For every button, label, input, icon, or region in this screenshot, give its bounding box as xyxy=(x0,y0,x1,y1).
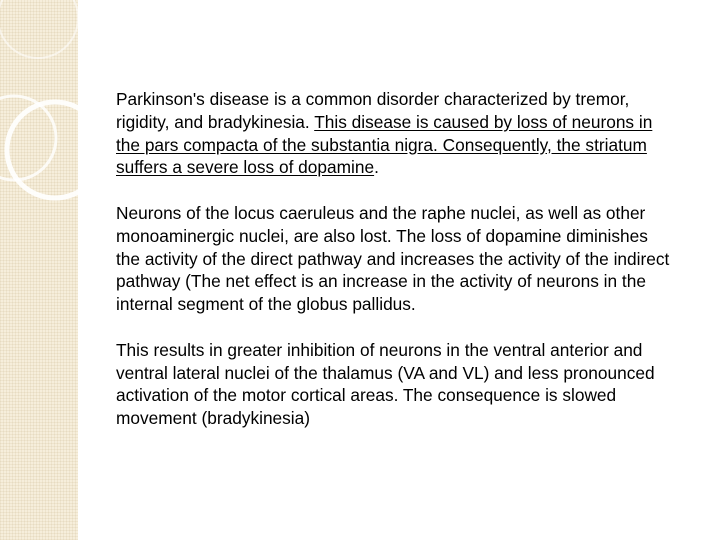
paragraph-1-tail: . xyxy=(374,157,379,178)
paragraph-1-underlined: This disease is caused by loss of neurons in the pars compacta of the substantia nigra. Consequently, the striatum suffers a severe loss of dopamine xyxy=(116,111,653,178)
slide-body xyxy=(116,88,676,453)
paragraph-3: This results in greater inhibition of neurons in the ventral anterior and ventral lateral nuclei of the thalamus (VA and VL) and less pronounced activation of the motor cortical areas. The consequence is slowed movement (bradykinesia) xyxy=(116,339,655,429)
paragraph-2: Neurons of the locus caeruleus and the raphe nuclei, as well as other monoaminergic nuclei, are also lost. The loss of dopamine diminishes the activity of the direct pathway and increases the activity of the indirect pathway (The net effect is an increase in the activity of neurons in the internal segment of the globus pallidus. xyxy=(116,202,670,315)
paragraph-1-plain: Parkinson's disease is a common disorder characterized by tremor, rigidity, and bradykinesia. xyxy=(116,89,630,132)
paragraph-1 xyxy=(116,88,676,179)
